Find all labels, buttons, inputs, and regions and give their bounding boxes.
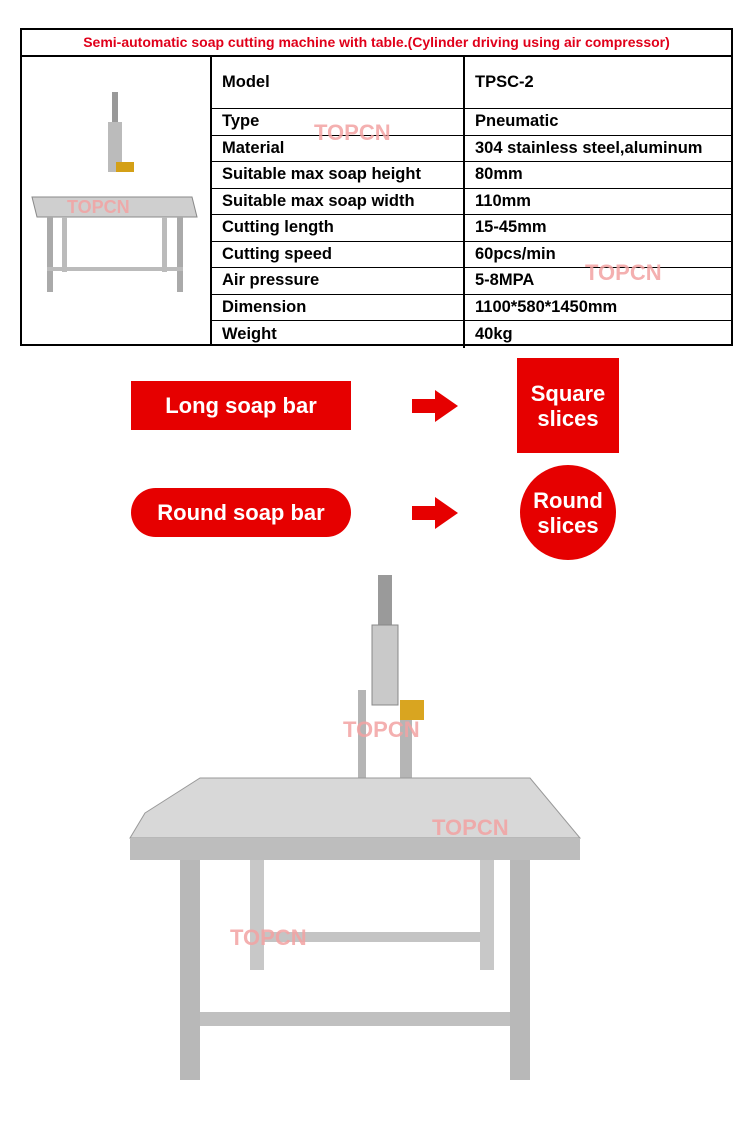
spec-value: 1100*580*1450mm (475, 297, 618, 316)
round-line-2: slices (537, 512, 599, 538)
spec-label: Weight (222, 324, 277, 343)
machine-thumbnail (22, 57, 212, 344)
round-soap-bar-label: Round soap bar (131, 488, 351, 537)
spec-value: 40kg (475, 324, 513, 343)
spec-label: Cutting length (222, 218, 334, 237)
spec-rows (212, 57, 731, 344)
spec-value: TPSC-2 (475, 73, 534, 91)
watermark: TOPCN (343, 717, 420, 742)
spec-value: Pneumatic (475, 112, 559, 131)
spec-value: 5-8MPA (475, 271, 535, 290)
square-slices-label (517, 358, 619, 453)
spec-row (212, 162, 731, 189)
watermark: TOPCN (585, 260, 662, 285)
spec-row (212, 189, 731, 216)
watermark: TOPCN (230, 925, 307, 950)
spec-table (20, 28, 733, 346)
spec-row (212, 295, 731, 322)
watermark: TOPCN (314, 120, 391, 145)
long-soap-bar-label: Long soap bar (131, 381, 351, 430)
machine-photo (110, 570, 610, 1090)
square-line-1: Square (530, 380, 606, 406)
spec-row (212, 321, 731, 348)
spec-value: 110mm (475, 191, 531, 210)
spec-title: Semi-automatic soap cutting machine with table.(Cylinder driving using air compressor) (22, 30, 731, 57)
spec-row (212, 215, 731, 242)
spec-value: 60pcs/min (475, 244, 556, 263)
spec-label: Suitable max soap height (222, 165, 421, 184)
spec-label: Model (222, 73, 270, 91)
arrow-right-icon (412, 497, 458, 529)
arrow-right-icon (412, 390, 458, 422)
watermark: TOPCN (432, 815, 509, 840)
spec-value: 80mm (475, 165, 523, 184)
watermark: TOPCN (67, 197, 130, 217)
spec-row (212, 109, 731, 136)
spec-row (212, 57, 731, 109)
spec-row (212, 136, 731, 163)
round-slices-label (520, 465, 616, 560)
spec-label: Air pressure (222, 271, 320, 290)
spec-label: Dimension (222, 297, 307, 316)
spec-label: Cutting speed (222, 244, 332, 263)
spec-label: Material (222, 138, 285, 157)
spec-value: 304 stainless steel,aluminum (475, 138, 703, 157)
spec-label: Type (222, 112, 260, 131)
spec-value: 15-45mm (475, 218, 547, 237)
spec-label: Suitable max soap width (222, 191, 415, 210)
square-line-2: slices (537, 405, 599, 431)
round-line-1: Round (533, 487, 603, 513)
